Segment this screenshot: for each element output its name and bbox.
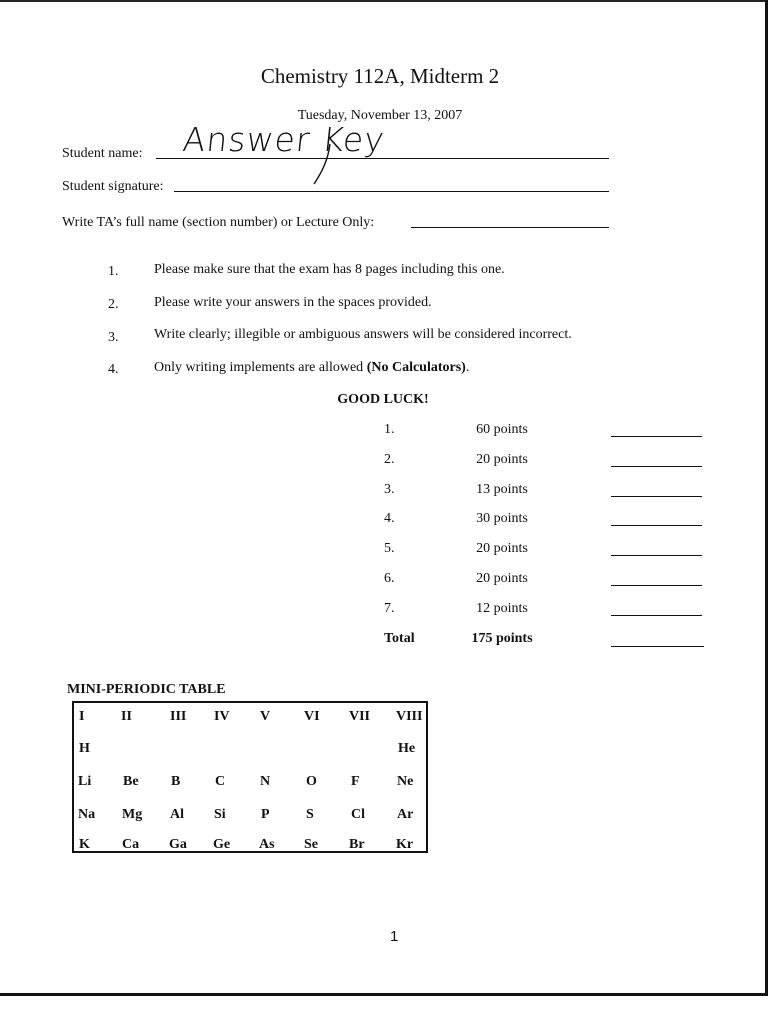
- element-symbol: Cl: [351, 807, 365, 822]
- score-blank[interactable]: [611, 466, 702, 467]
- score-blank[interactable]: [611, 525, 702, 526]
- element-symbol: K: [79, 837, 90, 852]
- instruction-text: [154, 360, 469, 376]
- element-symbol: Se: [304, 837, 318, 852]
- handwriting-stroke: [300, 140, 340, 190]
- element-symbol: Al: [170, 807, 184, 822]
- score-points: 12 points: [476, 601, 528, 616]
- score-question-number: 7.: [384, 601, 395, 616]
- page-number: 1: [390, 928, 399, 945]
- element-symbol: S: [306, 807, 314, 822]
- instruction-number: 2.: [108, 297, 119, 312]
- ta-name-label: Write TA’s full name (section number) or Lecture Only:: [62, 215, 375, 230]
- element-symbol: As: [259, 837, 275, 852]
- score-question-number: 1.: [384, 422, 395, 437]
- element-symbol: Na: [78, 807, 96, 822]
- group-header: VIII: [396, 709, 423, 724]
- element-symbol: P: [261, 807, 270, 822]
- student-name-handwriting: Answer Key: [180, 120, 387, 159]
- score-points: 20 points: [476, 571, 528, 586]
- instruction-number: 4.: [108, 362, 119, 377]
- instruction-number: 1.: [108, 264, 119, 279]
- exam-date: Tuesday, November 13, 2007: [297, 108, 463, 123]
- element-symbol: Ar: [397, 807, 414, 822]
- score-total-points: 175 points: [471, 631, 533, 646]
- element-symbol: C: [215, 774, 226, 789]
- score-question-number: 2.: [384, 452, 395, 467]
- score-points: 20 points: [476, 452, 528, 467]
- score-points: 30 points: [476, 511, 528, 526]
- element-symbol: Ca: [122, 837, 140, 852]
- element-symbol: Ne: [397, 774, 414, 789]
- element-symbol: H: [79, 741, 90, 756]
- ta-name-field[interactable]: [411, 227, 609, 228]
- element-symbol: Ga: [169, 837, 187, 852]
- element-symbol: N: [260, 774, 271, 789]
- periodic-table-title: MINI-PERIODIC TABLE: [67, 682, 226, 697]
- element-symbol: B: [171, 774, 181, 789]
- score-blank[interactable]: [611, 555, 702, 556]
- group-header: IV: [214, 709, 230, 724]
- group-header: II: [121, 709, 132, 724]
- score-blank[interactable]: [611, 496, 702, 497]
- score-points: 13 points: [476, 482, 528, 497]
- element-symbol: Li: [78, 774, 92, 789]
- periodic-table: [72, 701, 428, 853]
- exam-title: Chemistry 112A, Midterm 2: [260, 64, 500, 88]
- instruction-text-suffix: .: [465, 360, 470, 375]
- instruction-text: Write clearly; illegible or ambiguous answers will be considered incorrect.: [154, 327, 572, 342]
- score-question-number: 3.: [384, 482, 395, 497]
- score-question-number: 6.: [384, 571, 395, 586]
- instruction-text: Please make sure that the exam has 8 pages including this one.: [154, 262, 505, 277]
- element-symbol: He: [398, 741, 416, 756]
- group-header: I: [79, 709, 85, 724]
- instruction-text: Please write your answers in the spaces provided.: [154, 295, 432, 310]
- score-question-number: 4.: [384, 511, 395, 526]
- element-symbol: O: [306, 774, 317, 789]
- score-points: 60 points: [476, 422, 528, 437]
- group-header: V: [260, 709, 271, 724]
- page-edge-top: [0, 0, 768, 2]
- student-signature-label: Student signature:: [62, 179, 164, 194]
- score-blank[interactable]: [611, 436, 702, 437]
- score-total-blank[interactable]: [611, 646, 704, 647]
- element-symbol: Br: [349, 837, 365, 852]
- instruction-text-main: Only writing implements are allowed: [154, 360, 367, 375]
- element-symbol: Ge: [213, 837, 231, 852]
- element-symbol: Si: [214, 807, 226, 822]
- score-blank[interactable]: [611, 585, 702, 586]
- instruction-number: 3.: [108, 330, 119, 345]
- score-blank[interactable]: [611, 615, 702, 616]
- score-total-label: Total: [384, 631, 415, 646]
- element-symbol: F: [351, 774, 360, 789]
- instruction-text-bold: (No Calculators): [366, 360, 466, 375]
- element-symbol: Mg: [122, 807, 143, 822]
- student-signature-field[interactable]: [174, 191, 609, 192]
- score-points: 20 points: [476, 541, 528, 556]
- element-symbol: Kr: [396, 837, 414, 852]
- group-header: VII: [349, 709, 371, 724]
- student-name-label: Student name:: [62, 146, 143, 161]
- good-luck-text: GOOD LUCK!: [337, 392, 429, 407]
- group-header: III: [170, 709, 187, 724]
- score-question-number: 5.: [384, 541, 395, 556]
- element-symbol: Be: [123, 774, 139, 789]
- page-edge-bottom: [0, 993, 768, 996]
- group-header: VI: [304, 709, 320, 724]
